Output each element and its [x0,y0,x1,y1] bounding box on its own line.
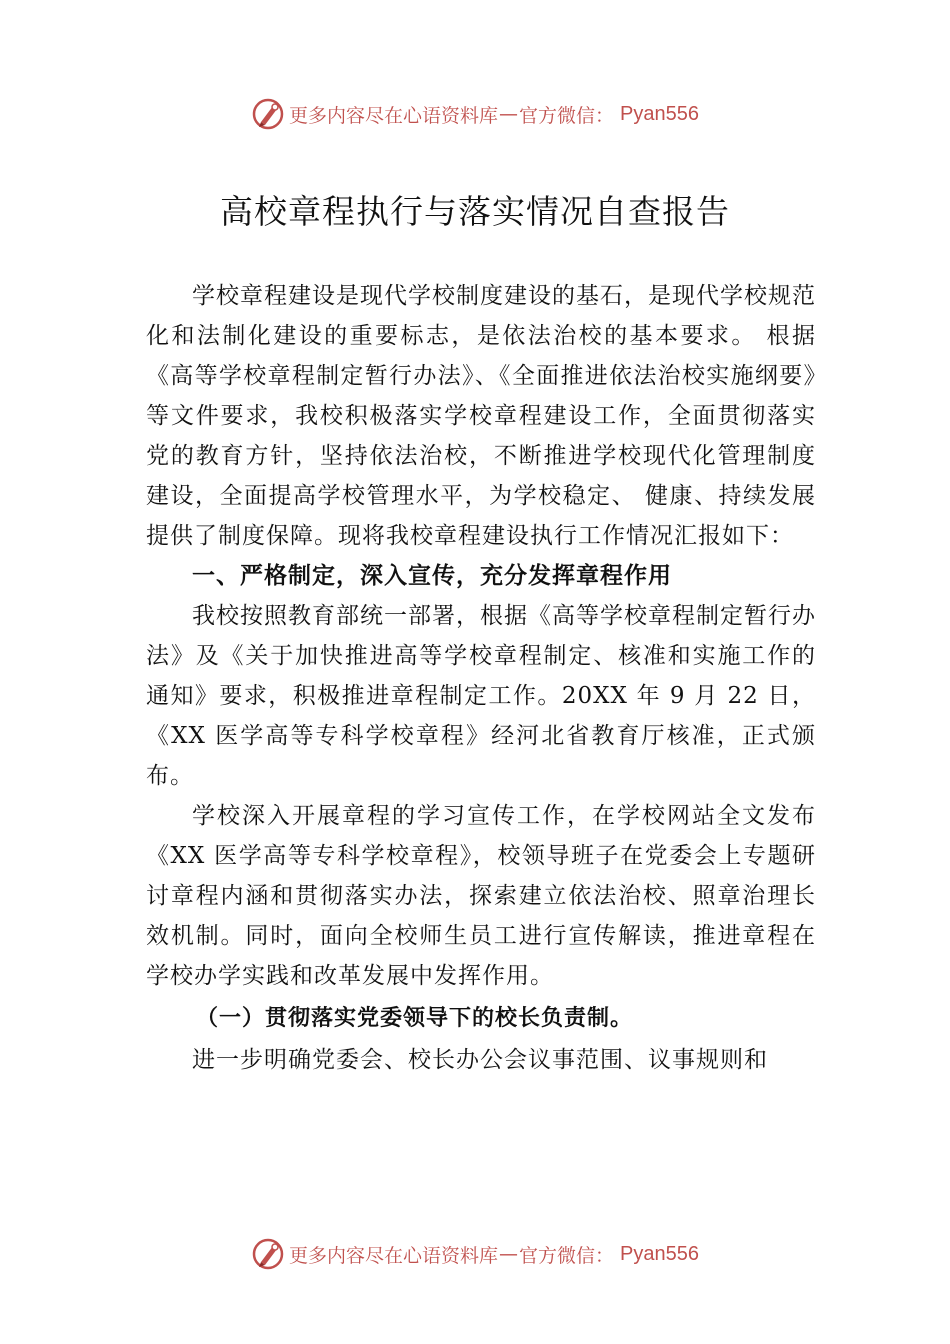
pen-logo-icon [251,1237,285,1271]
footer-separator: — [499,1243,519,1265]
document-body [146,276,816,1080]
footer-wechat-label: 官方微信： [519,1244,615,1267]
subsection-1-paragraph: 进一步明确党委会、校长办公会议事范围、议事规则和 [192,1047,768,1073]
banner-separator: — [499,103,519,125]
document-title: 高校章程执行与落实情况自查报告 [220,192,730,231]
intro-paragraph: 学校章程建设是现代学校制度建设的基石，是现代学校规范化和法制化建设的重要标志，是依法治校的基本要求。 根据《高等学校章程制定暂行办法》、《全面推进依法治校实施纲要》等文件要求，我校积极落实学校章程建设工作，全面贯彻落实党的教育方针，坚持依法治校，不断推进学校现代化管理制度建设，全面提高学校管理水平，为学校稳定、 健康、持续发展提供了制度保障。现将我校章程建设执行工作情况汇报如下： [146,283,816,549]
header-banner [0,94,950,134]
pen-logo-icon [251,97,285,131]
section-1-paragraph-2: 学校深入开展章程的学习宣传工作，在学校网站全文发布《XX 医学高等专科学校章程》，校领导班子在党委会上专题研讨章程内涵和贯彻落实办法，探索建立依法治校、照章治理长效机制。同时，面向全校师生员工进行宣传解读，推进章程在学校办学实践和改革发展中发挥作用。 [146,803,816,989]
banner-wechat-id: Pyan556 [620,102,699,125]
section-1-paragraph-1: 我校按照教育部统一部署，根据《高等学校章程制定暂行办法》及《关于加快推进高等学校章程制定、核准和实施工作的通知》要求，积极推进章程制定工作。20XX 年 9 月 22 日，《XX 医学高等专科学校章程》经河北省教育厅核准，正式颁布。 [146,603,816,789]
banner-wechat-label: 官方微信： [519,104,615,127]
footer-wechat-id: Pyan556 [620,1242,699,1265]
subsection-1-heading: （一）贯彻落实党委领导下的校长负责制。 [196,1005,634,1031]
footer-banner [0,1234,950,1274]
banner-brand-text: 更多内容尽在心语资料库 [289,104,499,127]
section-1-heading: 一、严格制定，深入宣传，充分发挥章程作用 [192,563,672,589]
footer-brand-text: 更多内容尽在心语资料库 [289,1244,499,1267]
